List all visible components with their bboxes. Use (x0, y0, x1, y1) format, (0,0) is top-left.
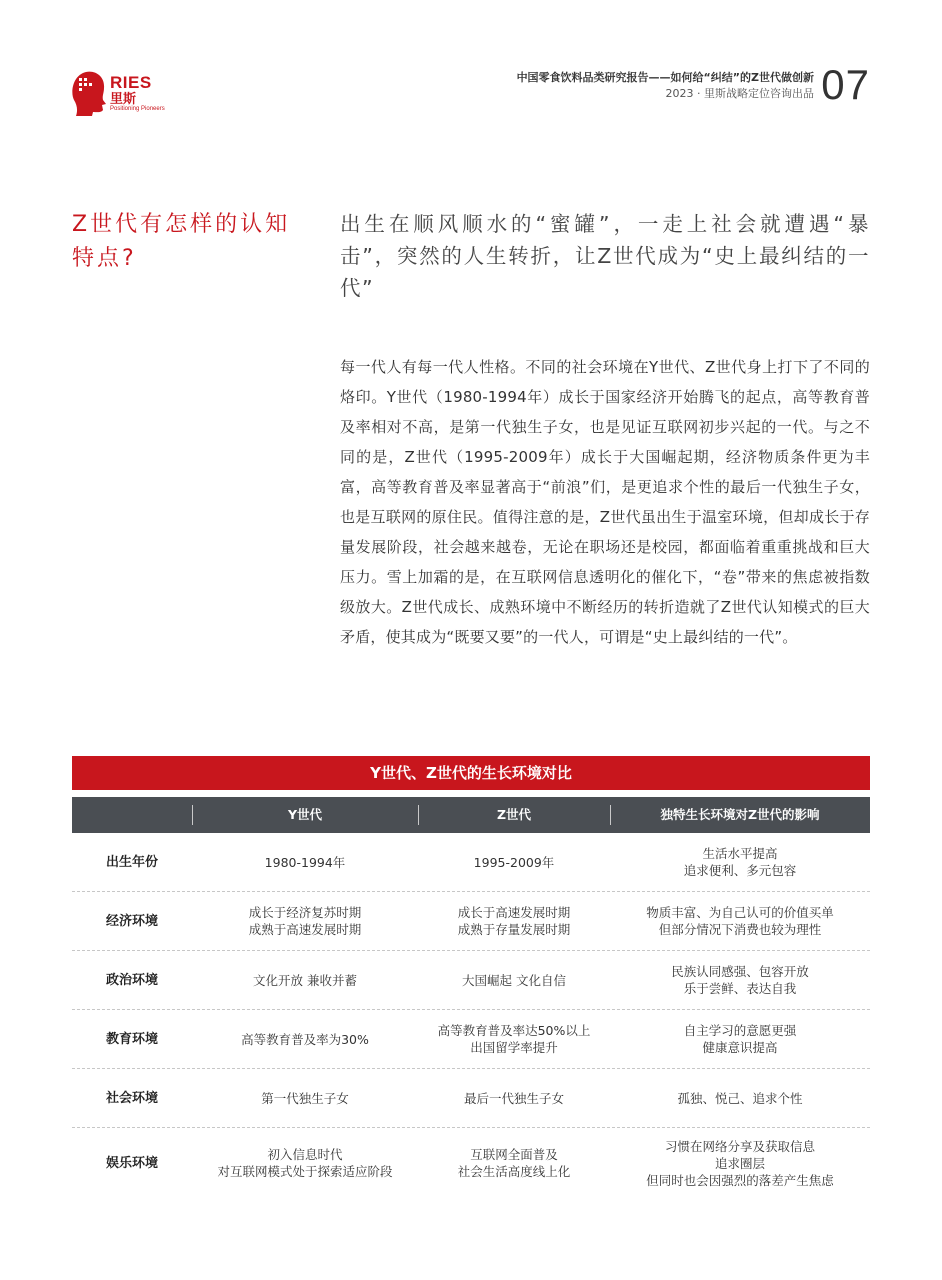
table-body (72, 833, 870, 1198)
z-gen-cell: 1995-2009年 (473, 854, 555, 870)
table-row (72, 1069, 870, 1128)
row-label: 经济环境 (105, 913, 158, 929)
table-title: Y世代、Z世代的生长环境对比 (72, 756, 870, 790)
table-header-cell: 独特生长环境对Z世代的影响 (660, 807, 820, 822)
section-lead: 出生在顺风顺水的“蜜罐”，一走上社会就遭遇“暴击”，突然的人生转折，让Z世代成为“史上最纠结的一代” (340, 212, 870, 300)
impact-cell: 生活水平提高 追求便利、多元包容 (683, 846, 797, 878)
z-gen-cell: 高等教育普及率达50%以上 出国留学率提升 (437, 1023, 591, 1055)
y-gen-cell: 高等教育普及率为30% (241, 1031, 369, 1047)
impact-cell: 习惯在网络分享及获取信息 追求圈层 但同时也会因强烈的落差产生焦虑 (646, 1138, 834, 1188)
impact-cell: 自主学习的意愿更强 健康意识提高 (683, 1023, 797, 1055)
section-question: Z世代有怎样的认知特点? (72, 212, 291, 271)
table-header-cell: Z世代 (496, 807, 532, 822)
body-paragraph: 每一代人有每一代人性格。不同的社会环境在Y世代、Z世代身上打下了不同的烙印。Y世代（1980-1994年）成长于国家经济开始腾飞的起点，高等教育普及率相对不高，是第一代独生子女，也是见证互联网初步兴起的一代。与之不同的是，Z世代（1995-2009年）成长于大国崛起期，经济物质条件更为丰富，高等教育普及率显著高于“前浪”们，是更追求个性的最后一代独生子女，也是互联网的原住民。值得注意的是，Z世代虽出生于温室环境，但却成长于存量发展阶段，社会越来越卷，无论在职场还是校园，都面临着重重挑战和巨大压力。雪上加霜的是，在互联网信息透明化的催化下，“卷”带来的焦虑被指数级放大。Z世代成长、成熟环境中不断经历的转折造就了Z世代认知模式的巨大矛盾，使其成为“既要又要”的一代人，可谓是“史上最纠结的一代”。 (340, 358, 870, 646)
row-label: 娱乐环境 (105, 1155, 158, 1171)
y-gen-cell: 第一代独生子女 (261, 1090, 349, 1106)
y-gen-cell: 文化开放 兼收并蓄 (253, 972, 357, 988)
y-gen-cell: 成长于经济复苏时期 成熟于高速发展时期 (248, 905, 362, 937)
row-label: 教育环境 (105, 1031, 158, 1047)
row-label: 社会环境 (105, 1090, 158, 1106)
table-header-cell: Y世代 (287, 807, 323, 822)
z-gen-cell: 大国崛起 文化自信 (462, 972, 566, 988)
table-header-cell (72, 797, 192, 833)
report-subtitle: 2023 · 里斯战略定位咨询出品 (665, 87, 814, 100)
y-gen-cell: 初入信息时代 对互联网模式处于探索适应阶段 (217, 1147, 393, 1179)
impact-cell: 孤独、悦己、追求个性 (677, 1090, 803, 1106)
z-gen-cell: 互联网全面普及 社会生活高度线上化 (457, 1147, 571, 1179)
row-label: 政治环境 (105, 972, 158, 988)
z-gen-cell: 成长于高速发展时期 成熟于存量发展时期 (457, 905, 571, 937)
table-row (72, 951, 870, 1010)
head-profile-icon (72, 70, 106, 116)
y-gen-cell: 1980-1994年 (264, 854, 346, 870)
z-gen-cell: 最后一代独生子女 (463, 1090, 564, 1106)
report-header (354, 70, 814, 101)
logo-brand: RIES (110, 73, 152, 92)
report-title: 中国零食饮料品类研究报告——如何给“纠结”的Z世代做创新 (516, 71, 814, 84)
table-row (72, 1010, 870, 1069)
ries-logo (72, 70, 182, 120)
page-number: 07 (821, 61, 870, 108)
table-row (72, 1128, 870, 1198)
logo-tagline: Positioning Pioneers (110, 106, 165, 112)
row-label: 出生年份 (105, 854, 158, 870)
impact-cell: 民族认同感强、包容开放 乐于尝鲜、表达自我 (671, 964, 809, 996)
table-header-row (72, 797, 870, 833)
table-row (72, 833, 870, 892)
table-row (72, 892, 870, 951)
logo-brand-cn: 里斯 (110, 92, 137, 107)
impact-cell: 物质丰富、为自己认可的价值买单 但部分情况下消费也较为理性 (646, 905, 834, 937)
